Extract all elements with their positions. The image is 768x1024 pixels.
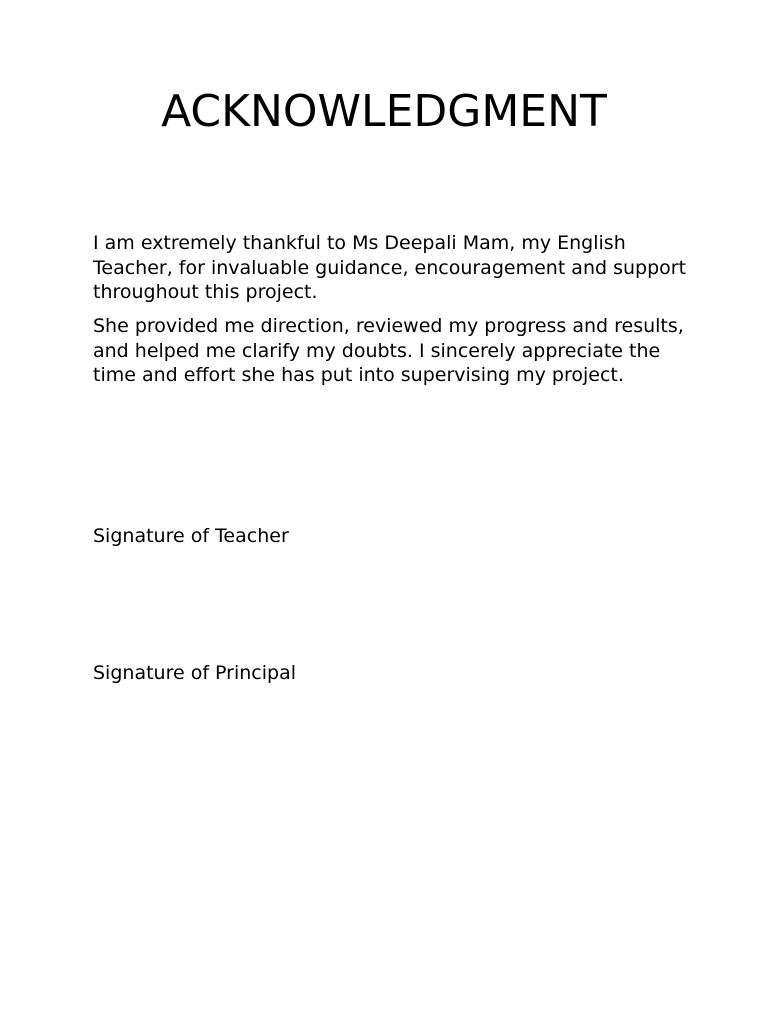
teacher-signature-label: Signature of Teacher xyxy=(93,525,289,547)
acknowledgment-paragraph-2: She provided me direction, reviewed my progress and results, and helped me clarify my doubts. I sincerely appreciate the time and effort she has put into supervising my project. xyxy=(93,315,684,386)
principal-signature-label: Signature of Principal xyxy=(93,662,297,684)
acknowledgment-paragraph-1: I am extremely thankful to Ms Deepali Mam, my English Teacher, for invaluable guidance, encouragement and support throughout this project. xyxy=(93,232,687,303)
page-title: ACKNOWLEDGMENT xyxy=(161,86,607,137)
